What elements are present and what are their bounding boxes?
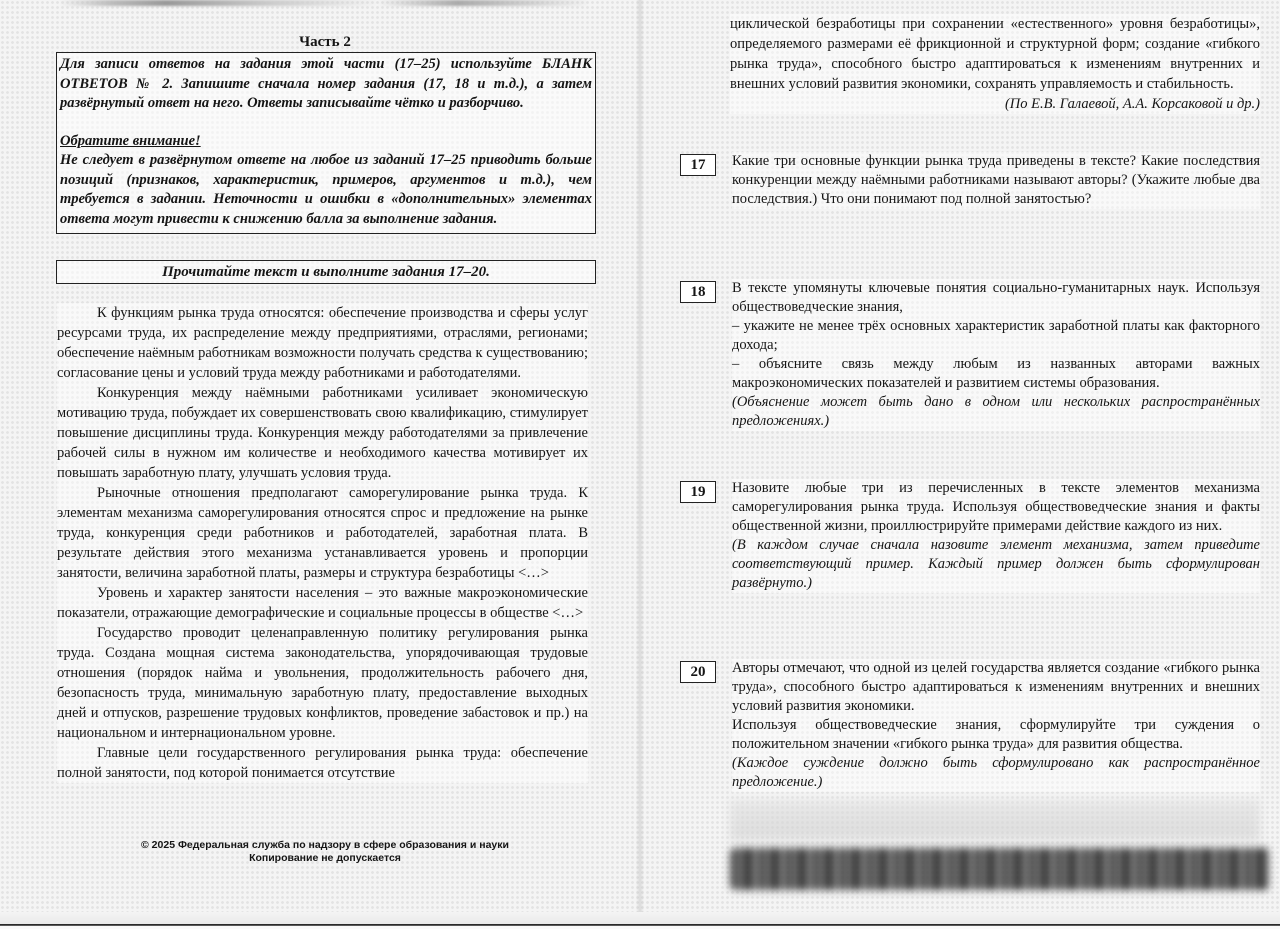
read-text-header: Прочитайте текст и выполните задания 17–20.: [56, 260, 596, 284]
blurred-barcode: [730, 848, 1270, 890]
instructions-box: [56, 52, 596, 234]
task-item: – укажите не менее трёх основных характеристик заработной платы как факторного дохода;: [732, 318, 1260, 353]
part-title: Часть 2: [299, 34, 351, 50]
source-paragraph: Уровень и характер занятости населения – это важные макроэкономические показатели, отражающие демографические и социальные процессы в обществе <…>: [57, 585, 588, 621]
task-body: [732, 152, 1260, 209]
task-item: – объясните связь между любым из названных авторами важных макроэкономических показателей и развитием системы образования.: [732, 356, 1260, 391]
instructions-text: Для записи ответов на задания этой части (17–25) используйте БЛАНК ОТВЕТОВ № 2. Запишите сначала номер задания (17, 18 и т.д.), а затем развёрнутый ответ на него. Ответы записывайте чётко и разборчиво.: [60, 56, 592, 111]
task-body: [732, 279, 1260, 431]
source-paragraph: Рыночные отношения предполагают саморегулирование рынка труда. К элементам механизма саморегулирования относятся спрос и предложение на рынке труда, конкуренция среди работников и работодателей, заработная плата. В результате действия этого механизма устанавливается уровень и пропорции занятости, величина заработной платы, размеры и структура безработицы <…>: [57, 485, 588, 581]
task-note: (Объяснение может быть дано в одном или нескольких распространённых предложениях.): [732, 394, 1260, 429]
task-number: 19: [680, 481, 716, 503]
task-number: 20: [680, 661, 716, 683]
continued-text: циклической безработицы при сохранении «естественного» уровня безработицы», определяемого размерами её фрикционной и структурной форм; создание «гибкого рынка труда», способного быстро адаптироваться к изменениям внутренних и внешних условий развития экономики, сохранять управляемость и стабильность.: [730, 16, 1260, 92]
task-18: [680, 279, 1260, 431]
task-body: [732, 659, 1260, 792]
task-question: Авторы отмечают, что одной из целей государства является создание «гибкого рынка труда», способного быстро адаптироваться к изменениям внутренних и внешних условий развития экономики.: [732, 660, 1260, 714]
continued-text-block: [730, 14, 1260, 114]
copy-notice: Копирование не допускается: [249, 852, 401, 864]
task-number: 18: [680, 281, 716, 303]
task-number: 17: [680, 154, 716, 176]
task-note: (В каждом случае сначала назовите элемент механизма, затем приведите соответствующий пример. Каждый пример должен быть сформулирован развёрнуто.): [732, 537, 1260, 591]
source-paragraph: Государство проводит целенаправленную политику регулирования рынка труда. Создана мощная система законодательства, упорядочивающая трудовые отношения (порядок найма и увольнения, продолжительность рабочего дня, безопасность труда, минимальную заработную плату, предоставление выходных дней и отпусков, разрешение трудовых конфликтов, проведение забастовок и пр.) на национальном и интернациональном уровне.: [57, 625, 588, 741]
task-19: [680, 479, 1260, 593]
task-question: Назовите любые три из перечисленных в тексте элементов механизма саморегулирования рынка труда. Используя обществоведческие знания и факты общественной жизни, проиллюстрируйте примерами действие каждого из них.: [732, 480, 1260, 534]
task-17: [680, 152, 1260, 209]
task-20: [680, 659, 1260, 792]
copyright-line: © 2025 Федеральная служба по надзору в сфере образования и науки: [141, 839, 509, 851]
task-intro: В тексте упомянуты ключевые понятия социально-гуманитарных наук. Используя обществоведческие знания,: [732, 280, 1260, 315]
task-question: Используя обществоведческие знания, сформулируйте три суждения о положительном значении «гибкого рынка труда» для развития общества.: [732, 717, 1260, 752]
task-body: [732, 479, 1260, 593]
attention-text: Не следует в развёрнутом ответе на любое из заданий 17–25 приводить больше позиций (признаков, характеристик, примеров, аргументов и т.д.), чем требуется в задании. Неточности и ошибки в «дополнительных» элементах ответа могут привести к снижению балла за выполнение задания.: [60, 152, 592, 227]
source-paragraph: Главные цели государственного регулирования рынка труда: обеспечение полной занятости, под которой понимается отсутствие: [57, 745, 588, 781]
source-text: [57, 303, 588, 783]
blurred-area: [730, 800, 1260, 840]
task-note: (Каждое суждение должно быть сформулировано как распространённое предложение.): [732, 755, 1260, 790]
attention-label: Обратите внимание!: [60, 132, 201, 149]
source-attribution: (По Е.В. Галаевой, А.А. Корсаковой и др.): [1004, 96, 1260, 112]
task-question: Какие три основные функции рынка труда приведены в тексте? Какие последствия конкуренции между наёмными работниками называют авторы? (Укажите любые два последствия.) Что они понимают под полной занятостью?: [732, 153, 1260, 207]
copyright-footer: [120, 839, 530, 865]
source-paragraph: К функциям рынка труда относятся: обеспечение производства и сферы услуг ресурсами труда, их распределение между предприятиями, отраслями, регионами; обеспечение наёмным работникам возможности получать средства к существованию; согласование цены и условий труда между работниками и работодателями.: [57, 305, 588, 381]
bottom-edge: [0, 912, 1280, 929]
source-paragraph: Конкуренция между наёмными работниками усиливает экономическую мотивацию труда, побуждает их совершенствовать свою квалификацию, стимулирует повышение дисциплины труда. Конкуренция между работодателями за привлечение рабочей силы в нужном им количестве и необходимого качества мотивирует их повышать заработную плату, улучшать условия труда.: [57, 385, 588, 481]
